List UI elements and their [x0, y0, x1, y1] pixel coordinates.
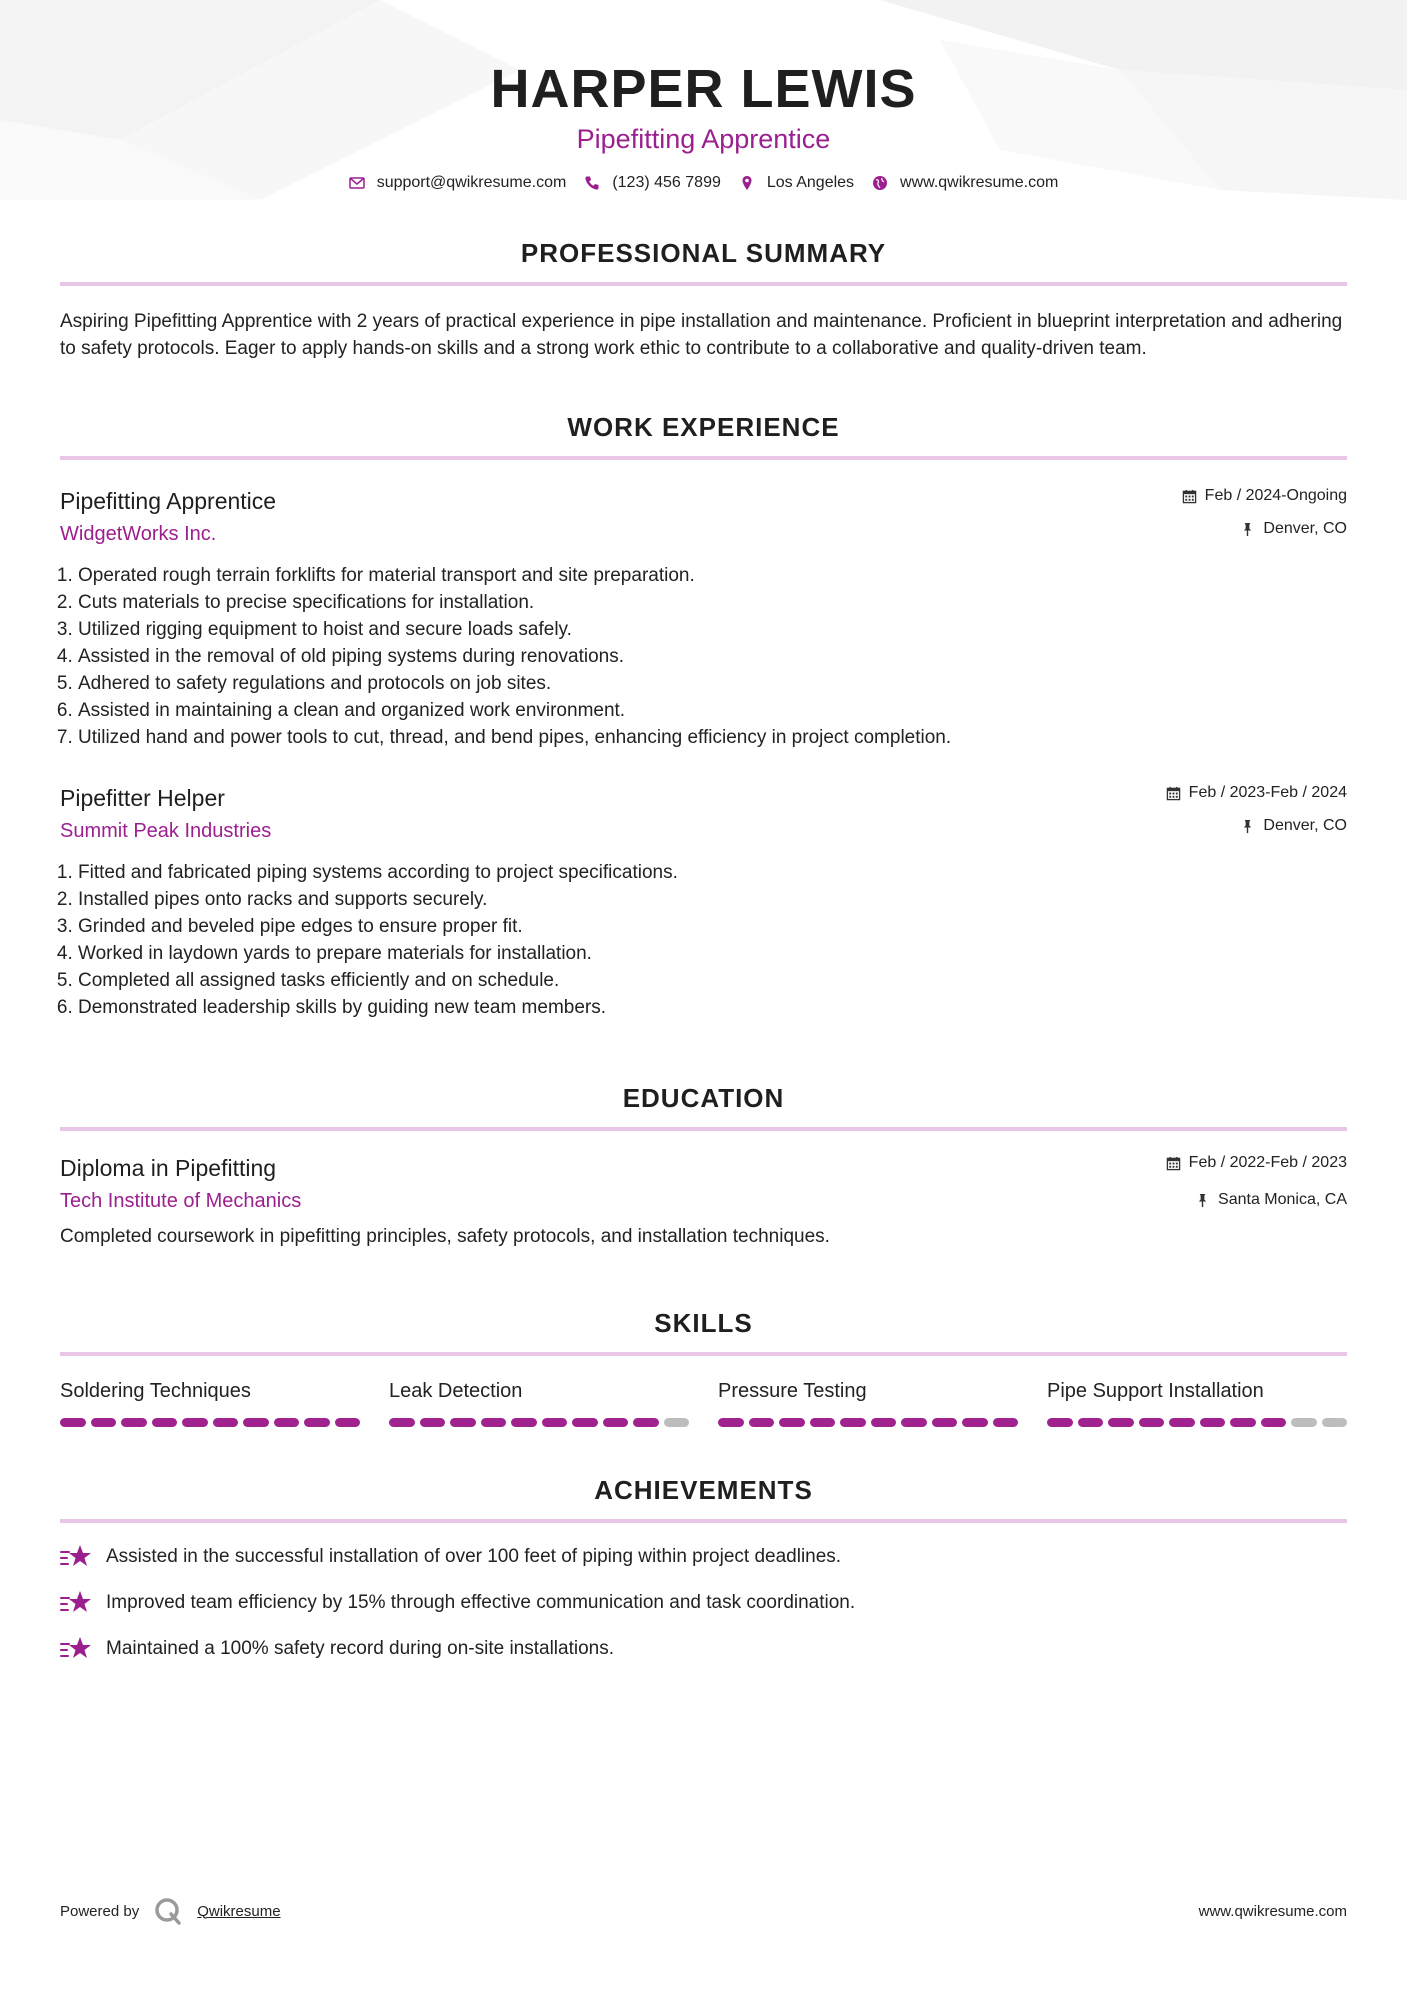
star-icon	[60, 1543, 92, 1571]
skill-level-segment	[810, 1418, 836, 1427]
skills-heading: SKILLS	[654, 1308, 753, 1338]
skill-level-segment	[633, 1418, 659, 1427]
candidate-title: Pipefitting Apprentice	[576, 124, 831, 154]
job-location	[1182, 519, 1347, 539]
education-location	[1166, 1190, 1347, 1210]
achievements-section	[60, 1473, 1347, 1663]
qwikresume-logo-icon	[153, 1896, 183, 1926]
job-dates-text: Feb / 2024-Ongoing	[1204, 487, 1347, 504]
skill-level-segment	[542, 1418, 568, 1427]
skill-level-segment	[1108, 1418, 1134, 1427]
skill-item	[60, 1378, 360, 1427]
education-description: Completed coursework in pipefitting principles, safety protocols, and installation techniques.	[60, 1226, 830, 1247]
skill-level-segment	[274, 1418, 300, 1427]
skills-section	[60, 1306, 1347, 1427]
education-dates-text: Feb / 2022-Feb / 2023	[1188, 1154, 1347, 1171]
star-icon	[60, 1589, 92, 1617]
skill-level-segment	[91, 1418, 117, 1427]
skill-level-segment	[718, 1418, 744, 1427]
list-item: 4. Worked in laydown yards to prepare materials for installation.	[78, 940, 1347, 967]
skill-level-segment	[420, 1418, 446, 1427]
job-dates-text: Feb / 2023-Feb / 2024	[1188, 784, 1347, 801]
skill-level-segment	[932, 1418, 958, 1427]
skill-level-segment	[1291, 1418, 1317, 1427]
list-item: 7. Utilized hand and power tools to cut, thread, and bend pipes, enhancing efficiency in project completion.	[78, 724, 1347, 751]
skill-level-segment	[1169, 1418, 1195, 1427]
skill-level-segment	[182, 1418, 208, 1427]
website-text: www.qwikresume.com	[900, 174, 1059, 191]
skill-level-bar	[718, 1418, 1018, 1427]
skill-name: Leak Detection	[389, 1380, 523, 1402]
calendar-icon	[1182, 489, 1197, 504]
candidate-name: HARPER LEWIS	[490, 59, 917, 119]
education-location-text: Santa Monica, CA	[1218, 1191, 1347, 1208]
skill-item	[389, 1378, 689, 1427]
list-item: 6. Assisted in maintaining a clean and organized work environment.	[78, 697, 1347, 724]
experience-section	[60, 410, 1347, 1021]
skill-level-segment	[840, 1418, 866, 1427]
section-divider	[60, 1127, 1347, 1131]
skill-level-segment	[993, 1418, 1019, 1427]
section-divider	[60, 456, 1347, 460]
section-divider	[60, 1352, 1347, 1356]
skill-level-segment	[335, 1418, 361, 1427]
skill-level-segment	[511, 1418, 537, 1427]
education-entry	[60, 1153, 1347, 1250]
contact-email[interactable]	[349, 174, 567, 192]
job-entry	[60, 486, 1347, 751]
calendar-icon	[1166, 1156, 1181, 1171]
powered-by-label: Powered by	[60, 1902, 140, 1920]
experience-heading: WORK EXPERIENCE	[567, 412, 840, 442]
skills-grid	[60, 1378, 1347, 1427]
list-item: 4. Assisted in the removal of old piping systems during renovations.	[78, 643, 1347, 670]
skill-level-segment	[779, 1418, 805, 1427]
pushpin-icon	[1240, 522, 1255, 537]
education-school: Tech Institute of Mechanics	[60, 1190, 302, 1212]
skill-level-segment	[152, 1418, 178, 1427]
achievement-text: Improved team efficiency by 15% through effective communication and task coordination.	[106, 1592, 856, 1613]
education-degree: Diploma in Pipefitting	[60, 1155, 277, 1181]
skill-level-segment	[749, 1418, 775, 1427]
list-item: 6. Demonstrated leadership skills by guiding new team members.	[78, 994, 1347, 1021]
list-item	[60, 1635, 1347, 1663]
skill-level-segment	[304, 1418, 330, 1427]
job-entry	[60, 783, 1347, 1021]
brand-link[interactable]: Qwikresume	[197, 1902, 281, 1920]
calendar-icon	[1166, 786, 1181, 801]
job-dates	[1182, 486, 1347, 506]
skill-level-segment	[213, 1418, 239, 1427]
education-section	[60, 1081, 1347, 1250]
job-location-text: Denver, CO	[1263, 520, 1347, 537]
pushpin-icon	[1195, 1193, 1210, 1208]
location-text: Los Angeles	[766, 174, 855, 191]
skill-level-segment	[121, 1418, 147, 1427]
achievements-heading: ACHIEVEMENTS	[594, 1475, 813, 1505]
skill-level-segment	[450, 1418, 476, 1427]
job-role: Pipefitting Apprentice	[60, 488, 277, 514]
skill-level-segment	[389, 1418, 415, 1427]
skill-level-bar	[60, 1418, 360, 1427]
skill-level-segment	[1230, 1418, 1256, 1427]
phone-icon	[584, 175, 600, 191]
job-role: Pipefitter Helper	[60, 785, 225, 811]
skill-level-segment	[901, 1418, 927, 1427]
skill-level-segment	[60, 1418, 86, 1427]
skill-level-bar	[1047, 1418, 1347, 1427]
contact-bar	[60, 174, 1347, 192]
resume-header	[60, 0, 1347, 192]
page-footer	[60, 1896, 1347, 1926]
skill-level-segment	[1047, 1418, 1073, 1427]
list-item: 5. Completed all assigned tasks efficiently and on schedule.	[78, 967, 1347, 994]
job-dates	[1166, 783, 1347, 803]
list-item: 2. Installed pipes onto racks and supports securely.	[78, 886, 1347, 913]
skill-level-segment	[1078, 1418, 1104, 1427]
education-dates	[1166, 1153, 1347, 1173]
skill-level-segment	[1322, 1418, 1348, 1427]
achievements-list	[60, 1543, 1347, 1663]
summary-heading: PROFESSIONAL SUMMARY	[520, 238, 887, 268]
skill-level-segment	[871, 1418, 897, 1427]
skill-item	[718, 1378, 1018, 1427]
job-bullets	[60, 859, 1347, 1021]
education-heading: EDUCATION	[622, 1083, 785, 1113]
skill-item	[1047, 1378, 1347, 1427]
job-location-text: Denver, CO	[1263, 817, 1347, 834]
list-item: 1. Operated rough terrain forklifts for material transport and site preparation.	[78, 562, 1347, 589]
job-company: Summit Peak Industries	[60, 820, 272, 842]
contact-location	[739, 174, 854, 192]
skill-level-segment	[481, 1418, 507, 1427]
list-item: 1. Fitted and fabricated piping systems according to project specifications.	[78, 859, 1347, 886]
summary-section	[60, 236, 1347, 362]
pushpin-icon	[1240, 819, 1255, 834]
skill-level-segment	[1200, 1418, 1226, 1427]
skill-level-segment	[962, 1418, 988, 1427]
email-text: support@qwikresume.com	[376, 174, 567, 191]
star-icon	[60, 1635, 92, 1663]
summary-text: Aspiring Pipefitting Apprentice with 2 years of practical experience in pipe installation and maintenance. Proficient in blueprint interpretation and adhering to safety protocols. Eager to apply hands-on skills and a strong work ethic to contribute to a collaborative and quality-driven team.	[60, 311, 1343, 359]
section-divider	[60, 282, 1347, 286]
globe-icon	[872, 175, 888, 191]
list-item: 2. Cuts materials to precise specifications for installation.	[78, 589, 1347, 616]
achievement-text: Maintained a 100% safety record during on-site installations.	[106, 1638, 615, 1659]
job-bullets	[60, 562, 1347, 751]
list-item	[60, 1543, 1347, 1571]
phone-text: (123) 456 7899	[612, 174, 721, 191]
skill-name: Pressure Testing	[718, 1380, 867, 1402]
contact-website[interactable]	[872, 174, 1058, 192]
envelope-icon	[349, 175, 365, 191]
contact-phone[interactable]	[584, 174, 721, 192]
skill-level-segment	[243, 1418, 269, 1427]
skill-level-segment	[572, 1418, 598, 1427]
achievement-text: Assisted in the successful installation of over 100 feet of piping within project deadlines.	[106, 1546, 842, 1567]
job-company: WidgetWorks Inc.	[60, 523, 217, 545]
skill-level-segment	[603, 1418, 629, 1427]
list-item: 5. Adhered to safety regulations and protocols on job sites.	[78, 670, 1347, 697]
map-marker-icon	[739, 175, 755, 191]
list-item: 3. Utilized rigging equipment to hoist and secure loads safely.	[78, 616, 1347, 643]
list-item: 3. Grinded and beveled pipe edges to ensure proper fit.	[78, 913, 1347, 940]
skill-level-bar	[389, 1418, 689, 1427]
skill-name: Pipe Support Installation	[1047, 1380, 1264, 1402]
skill-level-segment	[1261, 1418, 1287, 1427]
job-location	[1166, 816, 1347, 836]
list-item	[60, 1589, 1347, 1617]
footer-website[interactable]: www.qwikresume.com	[1198, 1902, 1347, 1920]
skill-name: Soldering Techniques	[60, 1380, 251, 1402]
skill-level-segment	[664, 1418, 690, 1427]
skill-level-segment	[1139, 1418, 1165, 1427]
section-divider	[60, 1519, 1347, 1523]
